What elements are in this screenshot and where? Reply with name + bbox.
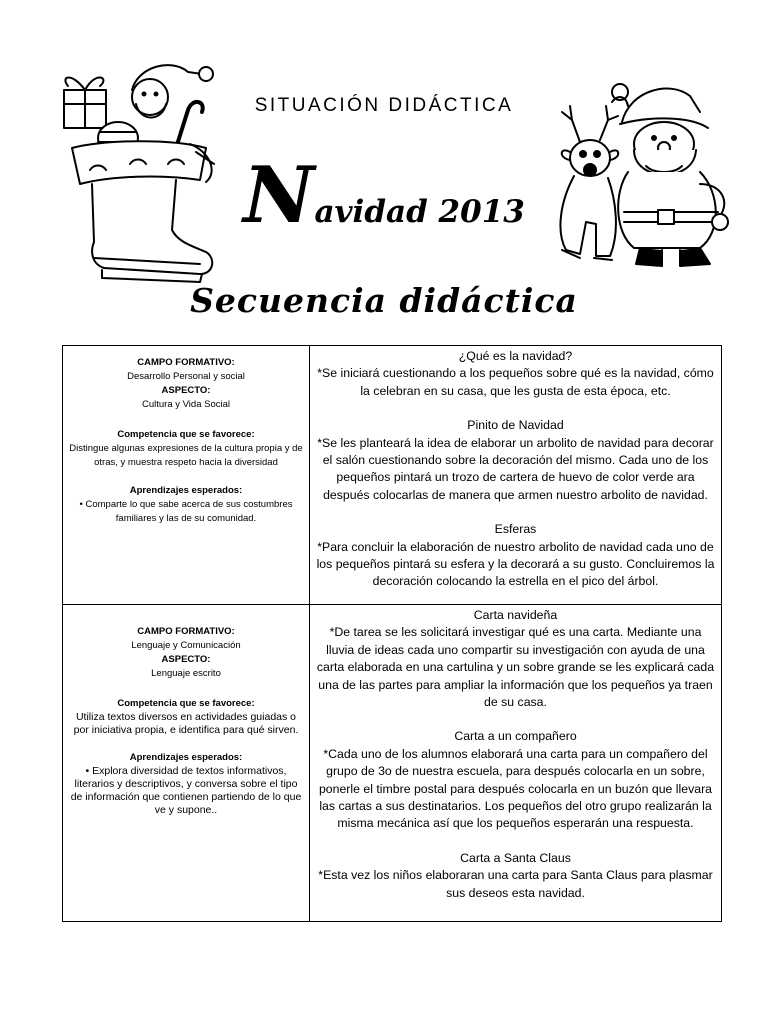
activity-block xyxy=(316,607,715,711)
activity-title: Carta navideña xyxy=(473,608,558,622)
activity-title: Pinito de Navidad xyxy=(467,418,564,433)
aspecto-label: ASPECTO: xyxy=(161,654,211,665)
competencia-value: Utiliza textos diversos en actividades guiadas o por iniciativa propia, e identifica para qué sirven. xyxy=(73,711,299,736)
activity-text: *Esta vez los niños elaboraran una carta para Santa Claus para plasmar sus deseos esta navidad. xyxy=(318,868,713,900)
aspecto-value: Cultura y Vida Social xyxy=(141,399,230,410)
campo-label: CAMPO FORMATIVO: xyxy=(137,357,235,368)
competencia-label: Competencia que se favorece: xyxy=(117,698,255,709)
title-rest: avidad 2013 xyxy=(314,194,525,230)
competency-cell xyxy=(63,605,310,922)
page-title xyxy=(0,150,768,241)
activity-text: *Cada uno de los alumnos elaborará una carta para un compañero del grupo de 3o de nuestra escuela, para después colocarla en un sobre, ponerle el timbre postal para después colocarla en un buzón que llevara las cartas a sus destinatarios. Los pequeños del otro grupo realizarán la misma mecánica así que los pequeños esperarán una respuesta. xyxy=(318,746,713,831)
activity-block xyxy=(316,521,715,591)
competencia-label: Competencia que se favorece: xyxy=(117,429,255,440)
aprendizajes-value: • Explora diversidad de textos informativos, literarios y descriptivos, y conversa sobre el tipo de información que contienen partiendo de lo que ve y supone.. xyxy=(70,765,302,816)
aprendizajes-label: Aprendizajes esperados: xyxy=(129,752,243,763)
aprendizajes-label: Aprendizajes esperados: xyxy=(129,485,243,496)
table-row xyxy=(63,605,722,922)
activities-cell xyxy=(310,605,722,922)
activity-block xyxy=(316,417,715,504)
activity-title: Carta a Santa Claus xyxy=(460,850,571,865)
title-initial: N xyxy=(243,150,315,241)
sequence-table xyxy=(62,345,722,922)
competency-cell xyxy=(63,346,310,605)
competencia-value: Distingue algunas expresiones de la cultura propia y de otras, y muestra respeto hacia la diversidad xyxy=(69,443,303,468)
activity-title: Carta a un compañero xyxy=(454,729,577,744)
activity-title: ¿Qué es la navidad? xyxy=(458,349,573,363)
activity-title: Esferas xyxy=(494,522,537,537)
table-row xyxy=(63,346,722,605)
campo-value: Lenguaje y Comunicación xyxy=(131,640,241,651)
activity-text: *De tarea se les solicitará investigar qué es una carta. Mediante una lluvia de ideas cada uno compartir su investigación con ayuda de una carta elaborada en una cartulina y un sobre grande se les explicará cada una de las partes para ampliar la información que los pequeños ya traen de su casa. xyxy=(316,625,715,710)
aspecto-label: ASPECTO: xyxy=(161,385,211,396)
activity-block xyxy=(316,728,715,832)
activity-text: *Se iniciará cuestionando a los pequeños sobre qué es la navidad, cómo la celebran en su casa, que les gusta de esta época, etc. xyxy=(317,366,714,398)
activity-block xyxy=(316,850,715,902)
section-heading: Secuencia didáctica xyxy=(190,281,578,320)
aprendizajes-value: • Comparte lo que sabe acerca de sus costumbres familiares y las de su comunidad. xyxy=(79,499,293,524)
aspecto-value: Lenguaje escrito xyxy=(151,668,221,679)
activity-text: *Se les planteará la idea de elaborar un arbolito de navidad para decorar el salón cuestionando sobre la decoración del mismo. Cada uno de los pequeños pintará un trozo de cartera de huevo de color verde ara después colocarlas de manera que armen nuestro arbolito de navidad. xyxy=(317,435,714,502)
campo-value: Desarrollo Personal y social xyxy=(127,371,245,382)
subtitle: SITUACIÓN DIDÁCTICA xyxy=(254,95,514,116)
activity-text: *Para concluir la elaboración de nuestro arbolito de navidad cada uno de los pequeños pintará su esfera y la decorará a su gusto. Concluiremos la decoración colocando la estrella en el pico del árbol. xyxy=(316,539,715,589)
activity-block xyxy=(316,348,715,400)
campo-label: CAMPO FORMATIVO: xyxy=(137,626,235,637)
activities-cell xyxy=(310,346,722,605)
